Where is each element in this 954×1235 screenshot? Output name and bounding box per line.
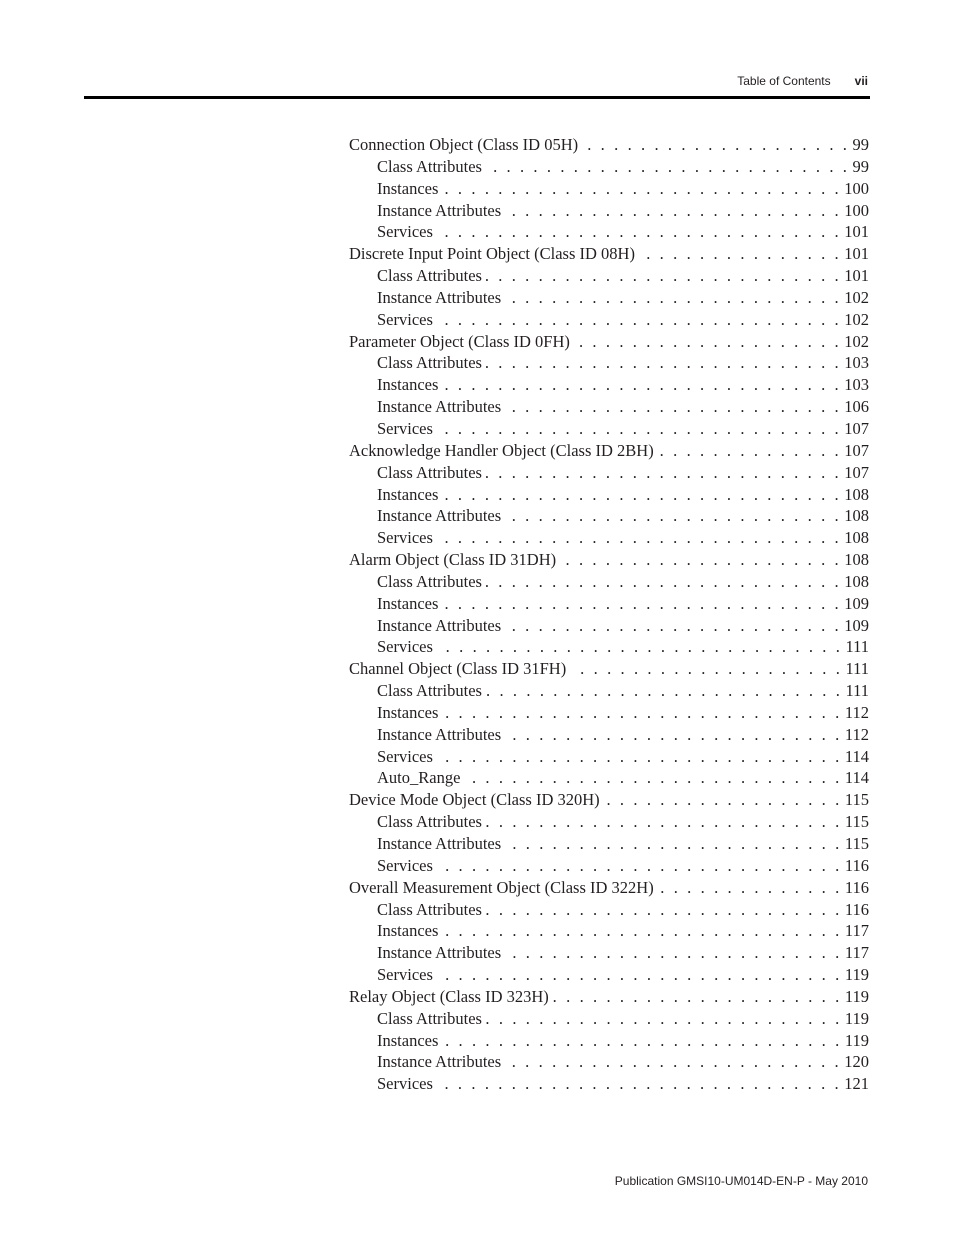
toc-entry-title: Instances bbox=[377, 484, 439, 504]
toc-entry-title: Connection Object (Class ID 05H) bbox=[349, 135, 579, 154]
toc-subentry[interactable] bbox=[349, 920, 869, 942]
toc-entry-title: Discrete Input Point Object (Class ID 08H) bbox=[349, 244, 635, 264]
toc-subentry[interactable] bbox=[349, 724, 869, 746]
toc-subentry[interactable] bbox=[349, 178, 869, 200]
toc-entry-title: Services bbox=[377, 965, 433, 985]
toc-entry[interactable] bbox=[349, 440, 869, 462]
dot-leader bbox=[442, 1030, 841, 1052]
toc-entry-page: 103 bbox=[844, 375, 869, 395]
header-rule bbox=[84, 96, 870, 99]
dot-leader bbox=[437, 964, 842, 986]
header-page-number: vii bbox=[854, 74, 868, 88]
toc-entry-page: 108 bbox=[844, 484, 869, 504]
toc-entry-page: 112 bbox=[844, 702, 869, 722]
toc-entry-title: Class Attributes bbox=[377, 812, 482, 832]
toc-entry-page: 114 bbox=[844, 768, 869, 788]
toc-entry-page: 99 bbox=[852, 135, 869, 154]
toc-list bbox=[349, 134, 869, 1095]
toc-subentry[interactable] bbox=[349, 964, 869, 986]
toc-subentry[interactable] bbox=[349, 462, 869, 484]
dot-leader bbox=[505, 505, 841, 527]
toc-entry-page: 102 bbox=[844, 331, 869, 351]
toc-subentry[interactable] bbox=[349, 1030, 869, 1052]
toc-subentry[interactable] bbox=[349, 396, 869, 418]
toc-entry-page: 108 bbox=[844, 528, 869, 548]
toc-entry-page: 120 bbox=[844, 1052, 869, 1072]
toc-entry-title: Class Attributes bbox=[377, 1008, 482, 1028]
dot-leader bbox=[604, 789, 842, 811]
toc-entry-title: Instance Attributes bbox=[377, 615, 502, 635]
toc-entry-page: 117 bbox=[844, 921, 869, 941]
toc-entry-title: Class Attributes bbox=[377, 353, 482, 373]
toc-entry-page: 102 bbox=[844, 287, 869, 307]
toc-subentry[interactable] bbox=[349, 571, 869, 593]
toc-entry-page: 119 bbox=[844, 986, 869, 1006]
toc-entry-title: Acknowledge Handler Object (Class ID 2BH) bbox=[349, 440, 654, 460]
toc-entry-page: 99 bbox=[852, 156, 869, 176]
running-header bbox=[737, 74, 868, 88]
dot-leader bbox=[486, 811, 842, 833]
toc-entry-title: Instance Attributes bbox=[377, 397, 502, 417]
toc-entry-title: Instance Attributes bbox=[377, 943, 502, 963]
toc-entry[interactable] bbox=[349, 877, 869, 899]
toc-entry-title: Instances bbox=[377, 921, 439, 941]
dot-leader bbox=[486, 462, 841, 484]
toc-subentry[interactable] bbox=[349, 680, 869, 702]
dot-leader bbox=[442, 374, 841, 396]
toc-entry-page: 115 bbox=[844, 812, 869, 832]
toc-entry-page: 100 bbox=[844, 200, 869, 220]
toc-subentry[interactable] bbox=[349, 899, 869, 921]
toc-entry-page: 119 bbox=[844, 1008, 869, 1028]
toc-entry-page: 111 bbox=[845, 637, 869, 657]
toc-subentry[interactable] bbox=[349, 484, 869, 506]
dot-leader bbox=[505, 724, 842, 746]
toc-entry-title: Services bbox=[377, 637, 433, 657]
toc-entry-title: Device Mode Object (Class ID 320H) bbox=[349, 790, 600, 810]
toc-entry-page: 112 bbox=[844, 724, 869, 744]
dot-leader bbox=[437, 636, 843, 658]
dot-leader bbox=[505, 833, 842, 855]
toc-entry-title: Instance Attributes bbox=[377, 506, 502, 526]
toc-entry-page: 108 bbox=[844, 506, 869, 526]
dot-leader bbox=[658, 877, 842, 899]
toc-entry-title: Instances bbox=[377, 702, 439, 722]
toc-subentry[interactable] bbox=[349, 767, 869, 789]
toc-entry-page: 116 bbox=[844, 899, 869, 919]
toc-entry[interactable] bbox=[349, 986, 869, 1008]
toc-entry[interactable] bbox=[349, 243, 869, 265]
toc-entry-page: 119 bbox=[844, 1030, 869, 1050]
toc-entry-title: Relay Object (Class ID 323H) bbox=[349, 986, 549, 1006]
dot-leader bbox=[486, 156, 850, 178]
toc-entry-title: Instance Attributes bbox=[377, 724, 502, 744]
toc-entry-title: Instances bbox=[377, 178, 439, 198]
toc-entry-page: 109 bbox=[844, 593, 869, 613]
toc-entry-title: Instances bbox=[377, 1030, 439, 1050]
toc-subentry[interactable] bbox=[349, 221, 869, 243]
toc-entry-page: 111 bbox=[845, 659, 869, 679]
toc-subentry[interactable] bbox=[349, 200, 869, 222]
toc-entry-page: 102 bbox=[844, 309, 869, 329]
toc-subentry[interactable] bbox=[349, 833, 869, 855]
toc-subentry[interactable] bbox=[349, 527, 869, 549]
toc-subentry[interactable] bbox=[349, 309, 869, 331]
dot-leader bbox=[486, 265, 841, 287]
toc-entry-title: Class Attributes bbox=[377, 156, 482, 176]
toc-entry-page: 111 bbox=[845, 681, 869, 701]
toc-entry-page: 121 bbox=[844, 1074, 869, 1094]
dot-leader bbox=[486, 352, 841, 374]
dot-leader bbox=[505, 615, 841, 637]
toc-entry-title: Services bbox=[377, 1074, 433, 1094]
toc-entry-title: Instance Attributes bbox=[377, 1052, 502, 1072]
toc-subentry[interactable] bbox=[349, 1073, 869, 1095]
toc-entry-title: Class Attributes bbox=[377, 462, 482, 482]
toc-subentry[interactable] bbox=[349, 811, 869, 833]
toc-subentry[interactable] bbox=[349, 942, 869, 964]
toc-entry[interactable] bbox=[349, 658, 869, 680]
toc-entry-title: Class Attributes bbox=[377, 571, 482, 591]
dot-leader bbox=[442, 178, 841, 200]
toc-entry-title: Services bbox=[377, 746, 433, 766]
toc-subentry[interactable] bbox=[349, 374, 869, 396]
toc-entry-title: Channel Object (Class ID 31FH) bbox=[349, 659, 567, 679]
toc-entry-title: Instance Attributes bbox=[377, 834, 502, 853]
dot-leader bbox=[442, 702, 841, 724]
toc-entry-page: 107 bbox=[844, 418, 869, 438]
dot-leader bbox=[505, 942, 842, 964]
dot-leader bbox=[464, 767, 841, 789]
toc-entry-page: 106 bbox=[844, 397, 869, 417]
toc-entry-page: 109 bbox=[844, 615, 869, 635]
toc-entry-title: Class Attributes bbox=[377, 899, 482, 919]
toc-entry-title: Overall Measurement Object (Class ID 322H) bbox=[349, 877, 654, 897]
dot-leader bbox=[560, 549, 841, 571]
toc-entry-title: Class Attributes bbox=[377, 266, 482, 286]
toc-entry-title: Services bbox=[377, 855, 433, 875]
dot-leader bbox=[442, 920, 841, 942]
toc-subentry[interactable] bbox=[349, 418, 869, 440]
toc-entry-title: Class Attributes bbox=[377, 681, 482, 701]
dot-leader bbox=[442, 593, 841, 615]
dot-leader bbox=[505, 396, 841, 418]
dot-leader bbox=[505, 200, 841, 222]
toc-entry-title: Instances bbox=[377, 593, 439, 613]
dot-leader bbox=[486, 680, 843, 702]
toc-subentry[interactable] bbox=[349, 287, 869, 309]
toc-entry-page: 101 bbox=[844, 244, 869, 264]
toc-entry-title: Alarm Object (Class ID 31DH) bbox=[349, 550, 557, 570]
toc-subentry[interactable] bbox=[349, 855, 869, 877]
header-section-title: Table of Contents bbox=[737, 74, 831, 88]
dot-leader bbox=[437, 746, 842, 768]
toc-entry-page: 108 bbox=[844, 571, 869, 591]
dot-leader bbox=[437, 527, 841, 549]
toc-subentry[interactable] bbox=[349, 156, 869, 178]
toc-entry-title: Services bbox=[377, 309, 433, 329]
toc-entry-title: Instances bbox=[377, 375, 439, 395]
dot-leader bbox=[437, 221, 841, 243]
dot-leader bbox=[505, 1051, 841, 1073]
dot-leader bbox=[486, 1008, 842, 1030]
dot-leader bbox=[570, 658, 842, 680]
dot-leader bbox=[574, 331, 841, 353]
toc-subentry[interactable] bbox=[349, 636, 869, 658]
toc-entry-page: 100 bbox=[844, 178, 869, 198]
dot-leader bbox=[437, 309, 841, 331]
toc-entry-title: Auto_Range bbox=[377, 768, 461, 788]
toc-entry[interactable] bbox=[349, 331, 869, 353]
dot-leader bbox=[639, 243, 841, 265]
dot-leader bbox=[437, 1073, 841, 1095]
toc-entry[interactable] bbox=[349, 789, 869, 811]
dot-leader bbox=[486, 571, 841, 593]
toc-entry[interactable] bbox=[349, 134, 869, 156]
toc-entry-page: 115 bbox=[844, 790, 869, 810]
dot-leader bbox=[582, 134, 849, 156]
toc-entry-page: 108 bbox=[844, 550, 869, 570]
toc-subentry[interactable] bbox=[349, 746, 869, 768]
dot-leader bbox=[442, 484, 841, 506]
toc-entry-title: Services bbox=[377, 222, 433, 242]
toc-subentry[interactable] bbox=[349, 1008, 869, 1030]
toc-entry-page: 117 bbox=[844, 943, 869, 963]
toc-entry-title: Services bbox=[377, 418, 433, 438]
dot-leader bbox=[486, 899, 842, 921]
toc-subentry[interactable] bbox=[349, 265, 869, 287]
dot-leader bbox=[553, 986, 842, 1008]
dot-leader bbox=[658, 440, 842, 462]
publication-footer: Publication GMSI10-UM014D-EN-P - May 2010 bbox=[614, 1174, 868, 1188]
toc-subentry[interactable] bbox=[349, 505, 869, 527]
toc-entry-page: 107 bbox=[844, 440, 869, 460]
toc-entry-page: 114 bbox=[844, 746, 869, 766]
toc-subentry[interactable] bbox=[349, 702, 869, 724]
toc-entry-page: 107 bbox=[844, 462, 869, 482]
toc-subentry[interactable] bbox=[349, 1051, 869, 1073]
toc-entry[interactable] bbox=[349, 549, 869, 571]
toc-entry-page: 119 bbox=[844, 965, 869, 985]
dot-leader bbox=[437, 418, 841, 440]
toc-entry-page: 103 bbox=[844, 353, 869, 373]
toc-subentry[interactable] bbox=[349, 352, 869, 374]
toc-entry-title: Instance Attributes bbox=[377, 200, 502, 220]
toc-entry-title: Instance Attributes bbox=[377, 287, 502, 307]
toc-entry-page: 116 bbox=[844, 877, 869, 897]
dot-leader bbox=[437, 855, 842, 877]
toc-subentry[interactable] bbox=[349, 615, 869, 637]
toc-entry-page: 115 bbox=[844, 834, 869, 853]
toc-entry-page: 116 bbox=[844, 855, 869, 875]
toc-entry-title: Parameter Object (Class ID 0FH) bbox=[349, 331, 570, 351]
dot-leader bbox=[505, 287, 841, 309]
toc-entry-page: 101 bbox=[844, 222, 869, 242]
toc-entry-title: Services bbox=[377, 528, 433, 548]
toc-entry-page: 101 bbox=[844, 266, 869, 286]
toc-subentry[interactable] bbox=[349, 593, 869, 615]
